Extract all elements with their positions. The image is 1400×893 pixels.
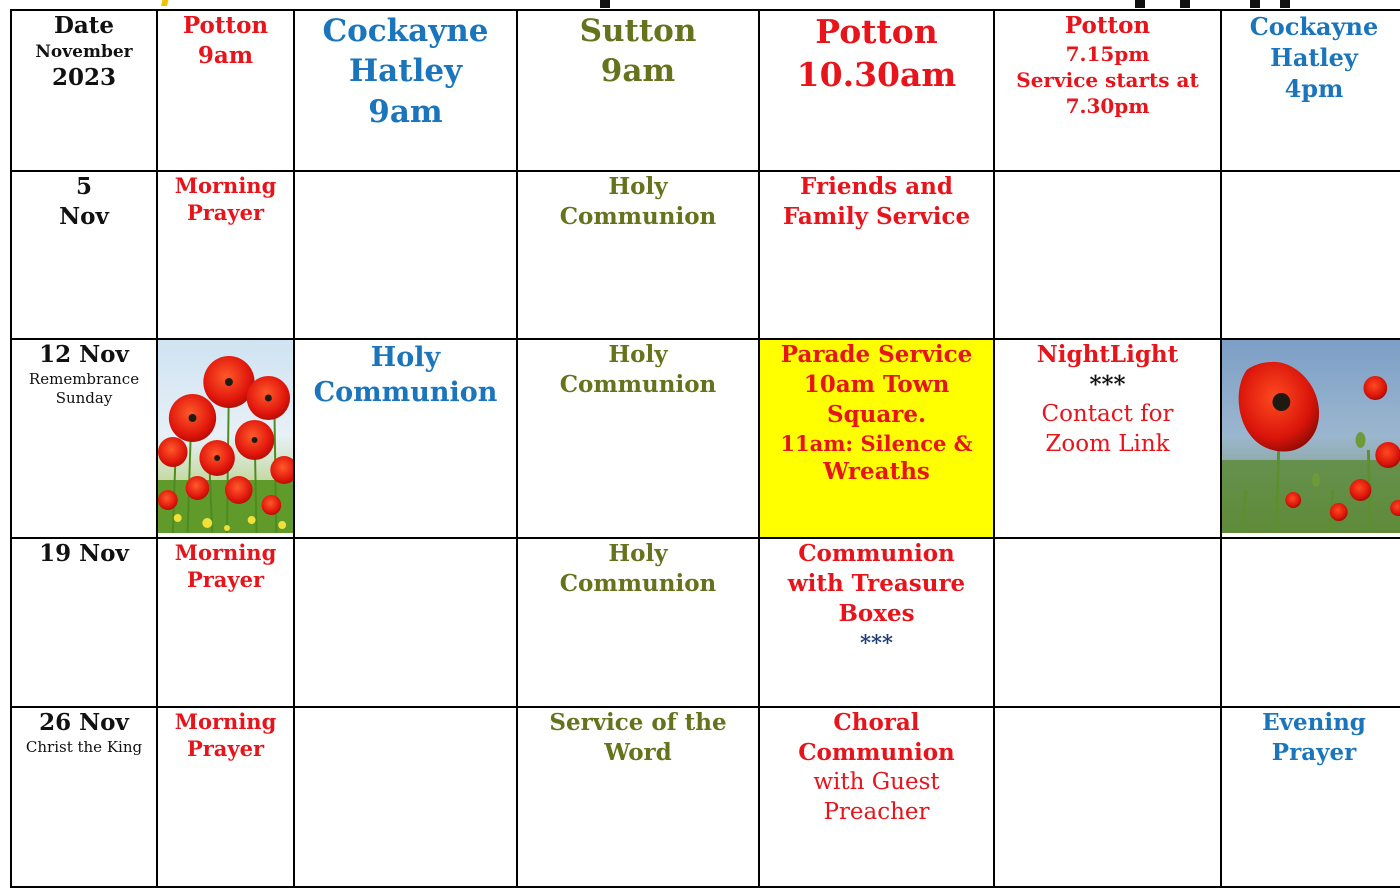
date-day: 19 Nov: [39, 540, 129, 567]
header-service-time: 10.30am: [796, 54, 957, 94]
service-name: Communion: [798, 738, 955, 766]
service-cell-potton-9am: [157, 171, 294, 339]
header-service-time: 9am: [368, 93, 443, 130]
date-day: 5: [75, 173, 92, 200]
cropped-glyph: [1280, 0, 1290, 8]
header-church-name: Cockayne: [322, 13, 489, 49]
service-cell-cockayne-4pm: [1221, 538, 1400, 707]
service-name: Holy: [608, 173, 668, 200]
date-cell: [11, 707, 157, 887]
poppy-closeup-image: [1222, 340, 1400, 533]
service-cell-cockayne-4pm: [1221, 171, 1400, 339]
service-cell-potton-9am: [157, 538, 294, 707]
service-name: with Treasure: [787, 569, 966, 597]
service-name: Communion: [559, 569, 717, 597]
cropped-glyph: [1135, 0, 1145, 8]
service-detail: Zoom Link: [1045, 430, 1170, 457]
service-name: Prayer: [186, 200, 265, 226]
service-cell-cockayne-9am: [294, 171, 517, 339]
service-name: Prayer: [186, 736, 265, 762]
poppy-field-image: [158, 340, 293, 533]
date-day: 12 Nov: [39, 341, 129, 368]
service-name: Communion: [798, 540, 955, 567]
service-name: Prayer: [1271, 738, 1357, 766]
asterisks-separator: ***: [1089, 370, 1126, 398]
date-cell: [11, 339, 157, 538]
service-detail: 10am Town: [803, 370, 950, 398]
service-name: Choral: [833, 709, 920, 736]
service-name: Service of the: [549, 709, 727, 736]
service-cell-potton-715: [994, 707, 1221, 887]
date-occasion: Christ the King: [25, 737, 143, 756]
service-cell-potton-1030: [759, 538, 994, 707]
header-service-note: 7.30pm: [1065, 93, 1150, 118]
date-occasion: Sunday: [55, 389, 113, 408]
service-name: NightLight: [1036, 341, 1179, 368]
header-potton-1030: [759, 10, 994, 171]
service-cell-potton-715: [994, 171, 1221, 339]
cropped-glyph: [1250, 0, 1260, 8]
header-church-name: Potton: [182, 12, 269, 39]
header-service-time: 4pm: [1284, 74, 1344, 104]
date-cell: [11, 171, 157, 339]
service-cell-potton-715: [994, 339, 1221, 538]
service-name: Evening: [1262, 709, 1366, 736]
header-service-time: 7.15pm: [1065, 41, 1150, 66]
service-name: Holy: [370, 342, 441, 373]
header-church-name: Hatley: [348, 53, 463, 90]
service-cell-potton-1030-highlighted: [759, 339, 994, 538]
service-name: Communion: [313, 377, 498, 409]
service-name: Word: [604, 738, 672, 766]
yellow-dash-decoration: [161, 0, 171, 6]
header-month-label: November: [35, 41, 133, 62]
service-detail: Contact for: [1041, 400, 1174, 427]
header-date-label: Date: [53, 12, 115, 39]
date-cell: [11, 538, 157, 707]
cropped-glyph: [600, 0, 610, 8]
service-cell-sutton-9am: [517, 171, 759, 339]
service-cell-potton-1030: [759, 171, 994, 339]
row-26-nov: [11, 707, 1400, 887]
service-name: Family Service: [782, 202, 971, 230]
service-cell-cockayne-9am: [294, 339, 517, 538]
service-cell-sutton-9am: [517, 538, 759, 707]
service-detail: with Guest: [813, 768, 940, 795]
asterisks-separator: ***: [860, 629, 893, 655]
service-name: Communion: [559, 202, 717, 230]
service-cell-potton-9am: [157, 707, 294, 887]
service-name: Holy: [608, 540, 668, 567]
service-name: Boxes: [838, 599, 915, 627]
service-cell-cockayne-4pm: [1221, 707, 1400, 887]
header-cockayne-4pm: [1221, 10, 1400, 171]
header-row: [11, 10, 1400, 171]
service-name: Communion: [559, 370, 717, 398]
row-12-nov: [11, 339, 1400, 538]
service-detail: Wreaths: [823, 457, 930, 485]
header-church-name: Hatley: [1270, 43, 1358, 73]
date-day: 26 Nov: [39, 709, 129, 736]
header-cockayne-9am: [294, 10, 517, 171]
header-service-time: 9am: [197, 41, 254, 69]
service-detail: 11am: Silence &: [780, 430, 973, 456]
service-name: Prayer: [186, 567, 265, 593]
header-church-name: Cockayne: [1249, 12, 1379, 41]
header-year-label: 2023: [51, 63, 116, 91]
service-cell-cockayne-9am: [294, 538, 517, 707]
service-name: Morning: [174, 173, 277, 198]
header-date-cell: [11, 10, 157, 171]
header-church-name: Potton: [815, 12, 938, 51]
header-church-name: Potton: [1064, 12, 1151, 39]
header-potton-9am: [157, 10, 294, 171]
row-19-nov: [11, 538, 1400, 707]
date-month: Nov: [59, 202, 109, 230]
service-name: Morning: [174, 540, 277, 565]
service-name: Parade Service: [780, 341, 973, 368]
service-name: Holy: [608, 341, 668, 368]
service-detail: Square.: [826, 400, 927, 428]
service-schedule-table: [10, 9, 1400, 888]
poppy-field-image: [157, 339, 294, 538]
row-5-nov: [11, 171, 1400, 339]
service-name: Morning: [174, 709, 277, 734]
service-cell-potton-715: [994, 538, 1221, 707]
poppy-closeup-image: [1221, 339, 1400, 538]
header-potton-715: [994, 10, 1221, 171]
header-church-name: Sutton: [579, 13, 697, 49]
service-name: Friends and: [800, 173, 953, 200]
service-detail: Preacher: [823, 798, 930, 825]
date-occasion: Remembrance: [28, 369, 140, 388]
header-service-note: Service starts at: [1016, 67, 1199, 92]
header-service-time: 9am: [600, 53, 676, 90]
cropped-glyph: [1180, 0, 1190, 8]
service-cell-cockayne-9am: [294, 707, 517, 887]
header-sutton-9am: [517, 10, 759, 171]
service-cell-potton-1030: [759, 707, 994, 887]
service-cell-sutton-9am: [517, 707, 759, 887]
service-cell-sutton-9am: [517, 339, 759, 538]
